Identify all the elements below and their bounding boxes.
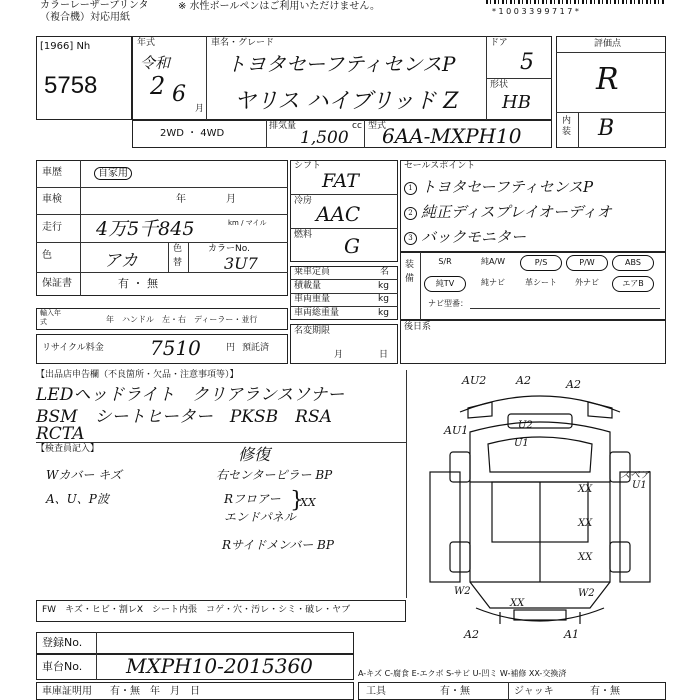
grade-title: 評価点 <box>594 39 622 49</box>
inspector-note-1: Wカバー キズ <box>46 468 122 482</box>
equip-abs: ABS <box>612 255 654 271</box>
weight-unit-1: kg <box>378 281 389 291</box>
year-label: 年式 <box>137 38 156 48</box>
color-change-a: 色 <box>173 244 183 254</box>
mark-center-1: U2 <box>518 420 533 431</box>
info-label-4: 保証書 <box>42 278 72 289</box>
options-line-2: BSM シートヒーター PKSB RSA <box>36 407 332 427</box>
model-label: 型式 <box>368 121 387 131</box>
sales-point-1: 1 トヨタセーフティセンスP <box>404 176 593 197</box>
fuel-label: 燃料 <box>294 230 313 240</box>
era: 令和 <box>140 54 171 72</box>
recycle-note: 預託済 <box>242 343 270 353</box>
inspector-note-2: A、U、P波 <box>46 492 109 506</box>
mark-center-2: U1 <box>514 438 529 449</box>
repair-3: エンドパネル <box>224 510 296 524</box>
equip-tv: 純TV <box>424 276 466 292</box>
mark-right-4: XX <box>578 552 593 563</box>
lot-number: 5758 <box>44 72 98 99</box>
mark-top-3: A2 <box>566 378 581 391</box>
mark-right-1: XX <box>578 484 593 495</box>
repair-2: Rフロアー <box>224 492 281 506</box>
repair-4: Rサイドメンバー BP <box>222 538 334 552</box>
mileage-value: 4万5千845 <box>96 218 195 240</box>
car-history-value: 自家用 <box>94 167 132 180</box>
barcode <box>486 0 666 4</box>
weight-label-3: 車両総重量 <box>294 308 340 318</box>
doors-label: ドア <box>490 38 508 48</box>
model-value: 6AA-MXPH10 <box>382 124 522 148</box>
repair-title: 修復 <box>238 445 271 464</box>
car-damage-diagram <box>410 372 666 647</box>
repair-1: 右センターピラー BP <box>216 468 333 482</box>
printer-note-2: （複合機）対応用紙 <box>40 12 130 23</box>
import-text: 年 ハンドル 左・右 ディーラー・並行 <box>106 315 258 324</box>
equip-pw: P/W <box>566 255 608 271</box>
weight-label-2: 車両重量 <box>294 294 331 304</box>
mark-top-1: AU2 <box>462 374 487 387</box>
repair-brace: } <box>290 488 304 513</box>
mark-bottom-1: W2 <box>454 586 471 597</box>
pen-notice: ※ 水性ボールペンはご利用いただけません。 <box>178 1 380 12</box>
jack-value: 有・無 <box>590 686 620 697</box>
certificate-text: 有・無 年 月 日 <box>110 686 200 697</box>
weight-label-1: 積載量 <box>294 281 322 291</box>
printer-note-1: カラーレーザープリンタ <box>40 0 149 11</box>
tools-value: 有・無 <box>440 686 470 697</box>
cooling-value: AAC <box>316 202 361 226</box>
shift-label: シフト <box>294 161 322 171</box>
grade-score: R <box>596 62 619 97</box>
displacement-value: 1,500 <box>300 128 349 148</box>
color-code-value: 3U7 <box>224 254 258 273</box>
displacement-label: 排気量 <box>269 121 297 131</box>
options-line-3: RCTA <box>36 424 85 444</box>
equip-leather: 革シート <box>525 278 557 287</box>
name-change-text: 月 日 <box>334 350 389 360</box>
options-label: 【出品店申告欄（不良箇所・欠品・注意事項等）】 <box>36 370 239 380</box>
sales-point-3: 3 バックモニター <box>404 226 526 247</box>
doors-value: 5 <box>520 50 534 75</box>
mileage-unit: km / マイル <box>228 219 267 227</box>
registration-label: 登録No. <box>42 636 83 649</box>
month-value: 6 <box>172 82 186 107</box>
info-label-3: 色 <box>42 250 52 261</box>
color-code-label: カラーNo. <box>208 244 250 254</box>
recycle-label: リサイクル料金 <box>42 343 104 353</box>
options-line-1: LEDヘッドライト クリアランスソナー <box>36 385 345 405</box>
import-label: 輸入年式 <box>40 309 61 326</box>
cooling-label: 冷房 <box>294 196 313 206</box>
spare-label: スペア <box>620 470 650 481</box>
mark-bottom-3: W2 <box>578 588 595 599</box>
drive-label: 2WD ・ 4WD <box>160 128 225 139</box>
chassis-value: MXPH10-2015360 <box>126 654 313 678</box>
shift-value: FAT <box>322 170 359 192</box>
equip-alloy: 純A/W <box>480 257 506 266</box>
tools-label: 工具 <box>366 686 386 697</box>
mark-left-1: AU1 <box>444 424 469 437</box>
color-value: アカ <box>104 251 138 271</box>
info-label-0: 車歴 <box>42 167 62 178</box>
vehicle-label: 車名・グレード <box>211 38 275 48</box>
name-change-label: 名変期限 <box>294 326 331 336</box>
chassis-label: 車台No. <box>42 660 83 673</box>
equip-ext-navi: 外ナビ <box>575 278 599 287</box>
registration-row <box>36 632 354 654</box>
color-change-b: 替 <box>173 258 183 268</box>
vehicle-line1: トヨタセーフティセンスP <box>226 52 456 76</box>
recycle-value: 7510 <box>150 336 201 360</box>
equip-sr: S/R <box>438 257 452 266</box>
weight-label-0: 乗車定員 <box>294 267 331 277</box>
barcode-number: * 1 0 0 3 3 9 9 7 1 7 * <box>492 7 579 16</box>
fuel-value: G <box>344 234 360 258</box>
info-label-2: 走行 <box>42 222 62 233</box>
mark-top-2: A2 <box>516 374 531 387</box>
certificate-label: 車庫証明用 <box>42 686 92 697</box>
equip-navi: 純ナビ <box>481 278 505 287</box>
mark-right-3: XX <box>578 518 593 529</box>
sales-point-2: 2 純正ディスプレイオーディオ <box>404 201 612 222</box>
shape-value: HB <box>502 92 531 113</box>
interior-grade: B <box>598 116 615 141</box>
mark-edge-1: A2 <box>464 628 479 641</box>
equipment-label: 装備 <box>405 260 415 284</box>
back-seat-label: 後日系 <box>404 322 432 332</box>
mark-right-2: U1 <box>632 480 647 491</box>
weight-unit-3: kg <box>378 308 389 318</box>
mark-edge-2: A1 <box>564 628 579 641</box>
lot-year-tag: [1966] Nh <box>40 41 91 52</box>
info-label-1: 車検 <box>42 194 62 205</box>
damage-legend: A-キズ C-腐食 E-エクボ S-サビ U-凹ミ W-補修 XX-交換済 <box>358 669 567 678</box>
weight-unit-0: 名 <box>380 267 390 277</box>
equip-airbag: エアB <box>612 276 654 292</box>
jack-label: ジャッキ <box>514 686 554 697</box>
year-value: 2 <box>150 72 166 100</box>
displacement-unit: cc <box>352 121 362 131</box>
mark-bottom-2: XX <box>510 598 525 609</box>
inspection-date: 年 月 <box>176 194 236 205</box>
navi-model-label: ナビ型番： <box>428 299 468 308</box>
fw-row-text: FW キズ・ヒビ・割レX シート内張 コゲ・穴・汚レ・シミ・破レ・ヤブ <box>42 605 351 615</box>
interior-label: 内装 <box>562 116 572 137</box>
recycle-unit: 円 <box>226 343 236 353</box>
month-unit: 月 <box>195 104 205 114</box>
warranty-value: 有 ・ 無 <box>118 277 158 290</box>
back-seat-box <box>400 320 666 364</box>
vehicle-line2: ヤリス ハイブリッド Z <box>234 89 459 114</box>
sales-points-label: セールスポイント <box>404 161 476 171</box>
weight-unit-2: kg <box>378 294 389 304</box>
inspector-label: 【検査員記入】 <box>36 444 100 454</box>
shape-label: 形状 <box>490 80 509 90</box>
equip-ps: P/S <box>520 255 562 271</box>
repair-xx: XX <box>300 496 316 509</box>
